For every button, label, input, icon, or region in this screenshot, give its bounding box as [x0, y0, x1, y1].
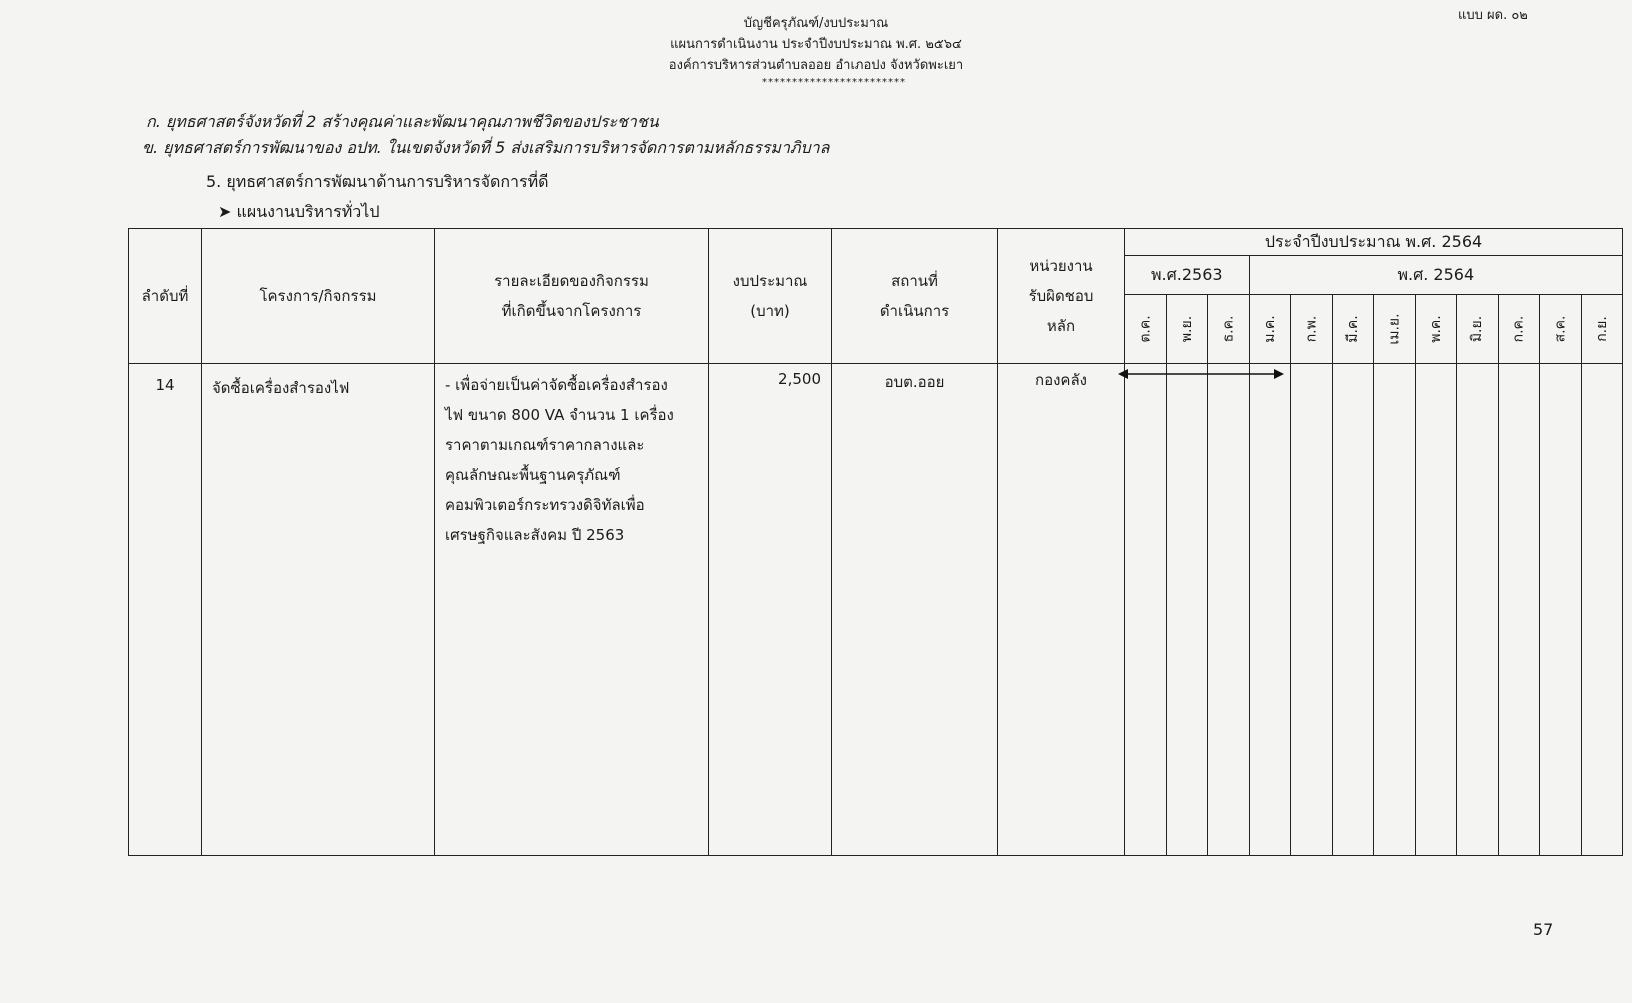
header-title: บัญชีครุภัณฑ์/งบประมาณ: [743, 16, 889, 31]
timeline-arrow: [1118, 364, 1284, 384]
header-seq: ลำดับที่: [129, 229, 202, 364]
month-feb: ก.พ.: [1291, 295, 1333, 364]
header-detail: รายละเอียดของกิจกรรม ที่เกิดขึ้นจากโครงการ: [435, 229, 709, 364]
strategy-good-governance: 5. ยุทธศาสตร์การพัฒนาด้านการบริหารจัดการที่ดี: [206, 172, 549, 191]
plan-name: แผนงานบริหารทั่วไป: [236, 202, 380, 221]
page-number: 57: [1533, 920, 1554, 939]
month-apr: เม.ย.: [1374, 295, 1416, 364]
month-slot-jun: [1457, 364, 1499, 856]
month-mar: มี.ค.: [1332, 295, 1374, 364]
plan-bullet-icon: ➤: [218, 202, 232, 221]
header-responsible-unit: หน่วยงาน รับผิดชอบ หลัก: [998, 229, 1125, 364]
month-slot-oct: [1125, 364, 1167, 856]
header-year-2563: พ.ศ.2563: [1125, 256, 1250, 295]
month-aug: ส.ค.: [1540, 295, 1582, 364]
month-slot-nov: [1166, 364, 1208, 856]
month-slot-apr: [1374, 364, 1416, 856]
row-place: อบต.ออย: [832, 364, 998, 856]
row-responsible-unit: กองคลัง: [998, 364, 1125, 856]
arrow-left-icon: [1118, 369, 1128, 379]
header-separator: ************************: [762, 77, 906, 88]
header-fiscal-year: ประจำปีงบประมาณ พ.ศ. 2564: [1125, 229, 1623, 256]
detail-line: คอมพิวเตอร์กระทรวงดิจิทัลเพื่อ: [445, 496, 645, 514]
header-place: สถานที่ ดำเนินการ: [832, 229, 998, 364]
month-slot-jul: [1498, 364, 1540, 856]
month-slot-dec: [1208, 364, 1250, 856]
form-code: แบบ ผด. ๐๒: [1458, 8, 1528, 23]
month-sep: ก.ย.: [1581, 295, 1623, 364]
plan-label: [218, 200, 379, 225]
table-row: [129, 364, 1623, 856]
header-plan-line: แผนการดำเนินงาน ประจำปีงบประมาณ พ.ศ. ๒๕๖๔: [670, 37, 962, 52]
detail-line: ราคาตามเกณฑ์ราคากลางและ: [445, 436, 645, 454]
month-slot-may: [1415, 364, 1457, 856]
row-seq: 14: [129, 364, 202, 856]
strategy-local-gov: ข. ยุทธศาสตร์การพัฒนาของ อปท. ในเขตจังหวัดที่ 5 ส่งเสริมการบริหารจัดการตามหลักธรรมาภิบาล: [142, 138, 830, 157]
activity-plan-table: [128, 228, 1623, 856]
month-oct: ต.ค.: [1125, 295, 1167, 364]
month-may: พ.ค.: [1415, 295, 1457, 364]
header-budget: งบประมาณ (บาท): [709, 229, 832, 364]
month-slot-feb: [1291, 364, 1333, 856]
month-dec: ธ.ค.: [1208, 295, 1250, 364]
month-nov: พ.ย.: [1166, 295, 1208, 364]
row-budget: 2,500: [709, 364, 832, 856]
month-slot-mar: [1332, 364, 1374, 856]
arrow-right-icon: [1274, 369, 1284, 379]
detail-line: - เพื่อจ่ายเป็นค่าจัดซื้อเครื่องสำรอง: [445, 376, 668, 394]
header-org-line: องค์การบริหารส่วนตำบลออย อำเภอปง จังหวัดพะเยา: [668, 58, 964, 73]
month-slot-sep: [1581, 364, 1623, 856]
header-project: โครงการ/กิจกรรม: [202, 229, 435, 364]
month-slot-aug: [1540, 364, 1582, 856]
header-year-2564: พ.ศ. 2564: [1249, 256, 1623, 295]
detail-line: คุณลักษณะพื้นฐานครุภัณฑ์: [445, 466, 621, 484]
month-jul: ก.ค.: [1498, 295, 1540, 364]
month-jun: มิ.ย.: [1457, 295, 1499, 364]
strategy-province: ก. ยุทธศาสตร์จังหวัดที่ 2 สร้างคุณค่าและพัฒนาคุณภาพชีวิตของประชาชน: [146, 112, 659, 131]
row-detail: [435, 364, 709, 856]
month-jan: ม.ค.: [1249, 295, 1291, 364]
month-slot-jan: [1249, 364, 1291, 856]
detail-line: ไฟ ขนาด 800 VA จำนวน 1 เครื่อง: [445, 406, 674, 424]
row-project: จัดซื้อเครื่องสำรองไฟ: [202, 364, 435, 856]
detail-line: เศรษฐกิจและสังคม ปี 2563: [445, 526, 625, 544]
